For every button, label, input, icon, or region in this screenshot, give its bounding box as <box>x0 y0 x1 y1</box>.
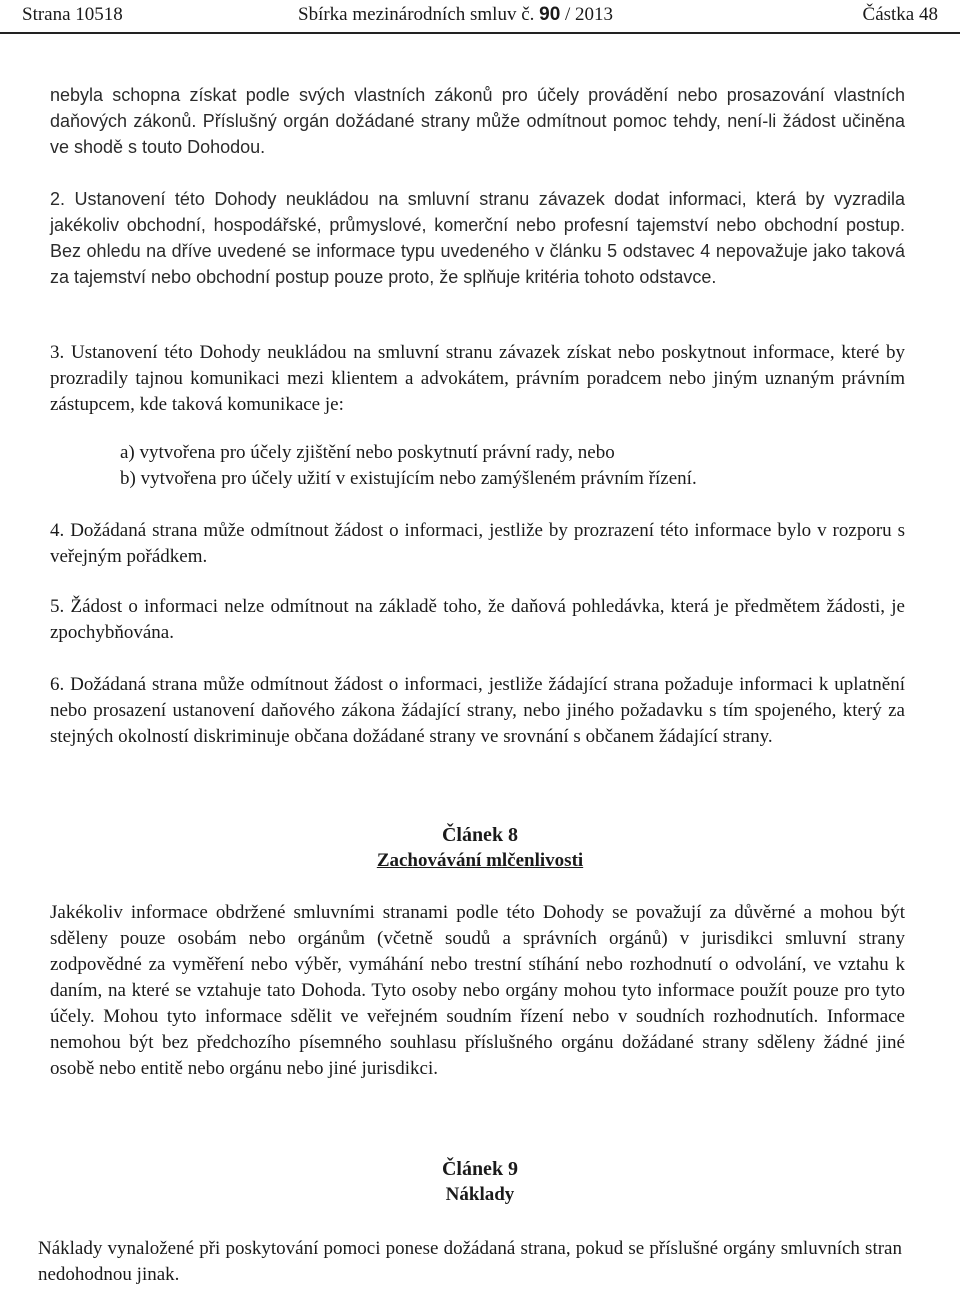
article-8-text: Jakékoliv informace obdržené smluvními stranami podle této Dohody se považují za důvěrné a mohou být sděleny pouze osobám nebo orgánům (včetně soudů a správních orgánů) v jurisdikci smluvní strany zodpovědné za vyměření nebo výběr, vymáhání nebo trestní stíhání nebo rozhodnutí o odvolání, ve vztahu k daním, na které se vztahuje tato Dohoda. Tyto osoby nebo orgány mohou tyto informace použít pouze pro tyto účely. Mohou tyto informace sdělit ve veřejném soudním řízení nebo v soudních rozhodnutích. Informace nemohou být bez předchozího písemného souhlasu příslušného orgánu dožádané strany sděleny žádné jiné osobě nebo entitě nebo orgánu nebo jiné jurisdikci. <box>50 902 905 1079</box>
article-9-title: Článek 9 <box>441 1158 519 1180</box>
article-8-title: Článek 8 <box>441 824 519 846</box>
page-number: Strana 10518 <box>22 4 123 25</box>
article-8-name: Zachovávání mlčenlivosti <box>376 850 584 871</box>
paragraph-3: 3. Ustanovení této Dohody neukládou na smluvní stranu závazek získat nebo poskytnout informace, které by prozradily tajnou komunikaci mezi klientem a advokátem, právním poradcem nebo jiným uznaným právním zástupcem, kde taková komunikace je: <box>50 342 905 415</box>
paragraph-3-item-b: b) vytvořena pro účely užití v existujícím nebo zamýšleném právním řízení. <box>120 468 697 489</box>
article-9-name: Náklady <box>445 1184 515 1205</box>
part-number: Částka 48 <box>862 4 938 25</box>
article-9-text: Náklady vynaložené při poskytování pomoci ponese dožádaná strana, pokud se příslušné orgány smluvních stran nedohodnou jinak. <box>38 1238 902 1285</box>
collection-prefix: Sbírka mezinárodních smluv č. <box>298 4 535 25</box>
collection-number: 90 <box>539 4 561 25</box>
page-header <box>0 0 960 34</box>
paragraph-2: 2. Ustanovení této Dohody neukládou na smluvní stranu závazek dodat informaci, která by vyzradila jakékoliv obchodní, hospodářské, průmyslové, komerční nebo profesní tajemství nebo obchodní postup. Bez ohledu na dříve uvedené se informace typu uvedeného v článku 5 odstavec 4 nepovažuje jako taková za tajemství nebo obchodní postup pouze proto, že splňuje kritéria tohoto odstavce. <box>50 189 905 287</box>
paragraph-continuation: nebyla schopna získat podle svých vlastních zákonů pro účely provádění nebo prosazování vlastních daňových zákonů. Příslušný orgán dožádané strany může odmítnout pomoc tehdy, není-li žádost učiněna ve shodě s touto Dohodou. <box>50 85 905 157</box>
collection-year: / 2013 <box>565 4 614 25</box>
paragraph-4: 4. Dožádaná strana může odmítnout žádost o informaci, jestliže by prozrazení této informace bylo v rozporu s veřejným pořádkem. <box>50 520 905 567</box>
paragraph-6: 6. Dožádaná strana může odmítnout žádost o informaci, jestliže žádající strana požaduje informaci k uplatnění nebo prosazení ustanovení daňového zákona žádající strany, nebo jiného požadavku s tím spojeného, který za stejných okolností diskriminuje občana dožádané strany ve srovnání s občanem žádající strany. <box>50 674 905 747</box>
paragraph-5: 5. Žádost o informaci nelze odmítnout na základě toho, že daňová pohledávka, která je předmětem žádosti, je zpochybňována. <box>50 596 905 643</box>
paragraph-3-item-a: a) vytvořena pro účely zjištění nebo poskytnutí právní rady, nebo <box>120 442 615 463</box>
collection-title <box>298 4 613 26</box>
